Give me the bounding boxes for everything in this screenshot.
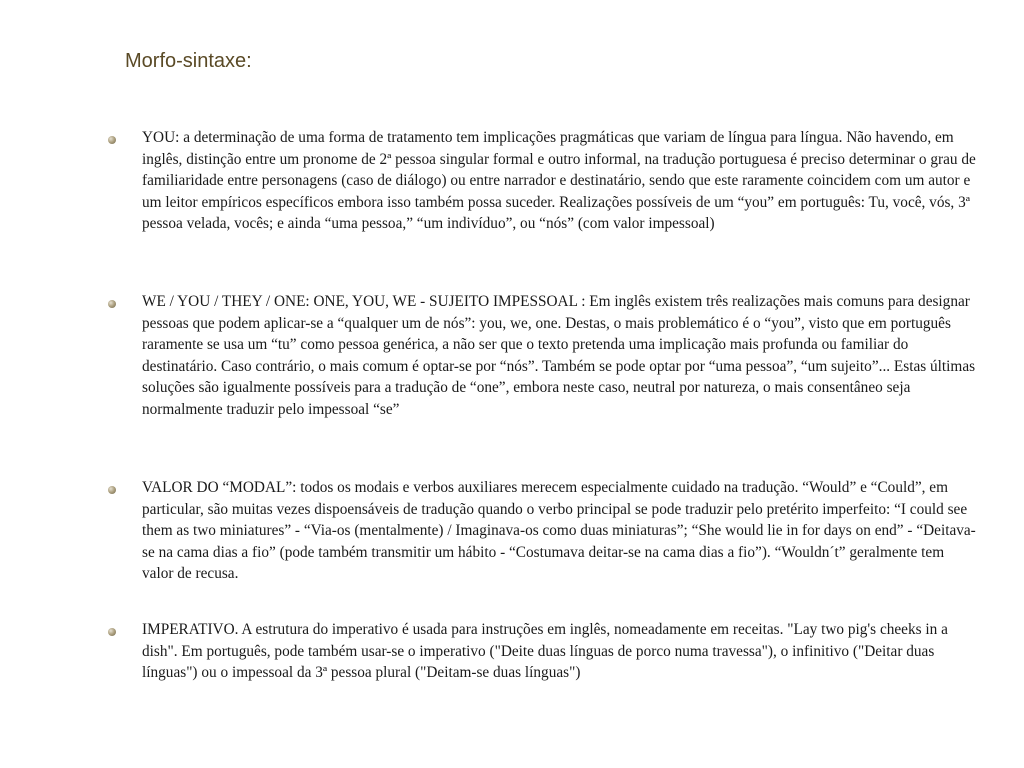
bullet-dot-icon <box>108 628 116 636</box>
bullet-text: YOU: a determinação de uma forma de tratamento tem implicações pragmáticas que variam de língua para língua. Não havendo, em inglês, distinção entre um pronome de 2ª pessoa singular formal e outro informal, na tradução portuguesa é preciso determinar o grau de familiaridade entre personagens (caso de diálogo) ou entre narrador e destinatário, sendo que este raramente coincidem com um autor e um leitor empíricos específicos embora isso também possa suceder. Realizações possíveis de um “you” em português: Tu, você, vós, 3ª pessoa velada, vocês; e ainda “uma pessoa,” “um indivíduo”, ou “nós” (com valor impessoal) <box>142 129 976 233</box>
bullet-dot-icon <box>108 136 116 144</box>
slide-title: Morfo-sintaxe: <box>125 50 252 72</box>
bullet-item-modal <box>108 477 978 585</box>
bullet-text: VALOR DO “MODAL”: todos os modais e verbos auxiliares merecem especialmente cuidado na tradução. “Would” e “Could”, em particular, são muitas vezes dispoensáveis de tradução quando o verbo principal se pode traduzir pelo pretérito imperfeito: “I could see them as two miniatures” - “Via-os (mentalmente) / Imaginava-os como duas miniaturas”; “She would lie in for days on end” - “Deitava-se na cama dias a fio” (pode também transmitir um hábito - “Costumava deitar-se na cama dias a fio”). “Wouldn´t” geralmente tem valor de recusa. <box>142 479 976 583</box>
bullet-text: IMPERATIVO. A estrutura do imperativo é usada para instruções em inglês, nomeadamente em receitas. "Lay two pig's cheeks in a dish". Em português, pode também usar-se o imperativo ("Deite duas línguas de porco numa travessa"), o infinitivo ("Deitar duas línguas") ou o impessoal da 3ª pessoa plural ("Deitam-se duas línguas") <box>142 621 948 682</box>
bullet-item-imperative <box>108 619 978 684</box>
bullet-item-you <box>108 127 978 235</box>
bullet-item-impersonal-subject <box>108 291 978 421</box>
bullet-dot-icon <box>108 300 116 308</box>
bullet-dot-icon <box>108 486 116 494</box>
bullet-text: WE / YOU / THEY / ONE: ONE, YOU, WE - SUJEITO IMPESSOAL : Em inglês existem três realizações mais comuns para designar pessoas que podem aplicar-se a “qualquer um de nós”: you, we, one. Destas, o mais problemático é o “you”, visto que em português raramente se usa um “tu” como pessoa genérica, a não ser que o texto pretenda uma implicação mais profunda ou familiar do destinatário. Caso contrário, o mais comum é optar-se por “nós”. Também se pode optar por “uma pessoa”, “um sujeito”... Estas últimas soluções são igualmente possíveis para a tradução de “one”, embora neste caso, neutral por natureza, o mais consentâneo seja normalmente traduzir pelo impessoal “se” <box>142 293 976 418</box>
